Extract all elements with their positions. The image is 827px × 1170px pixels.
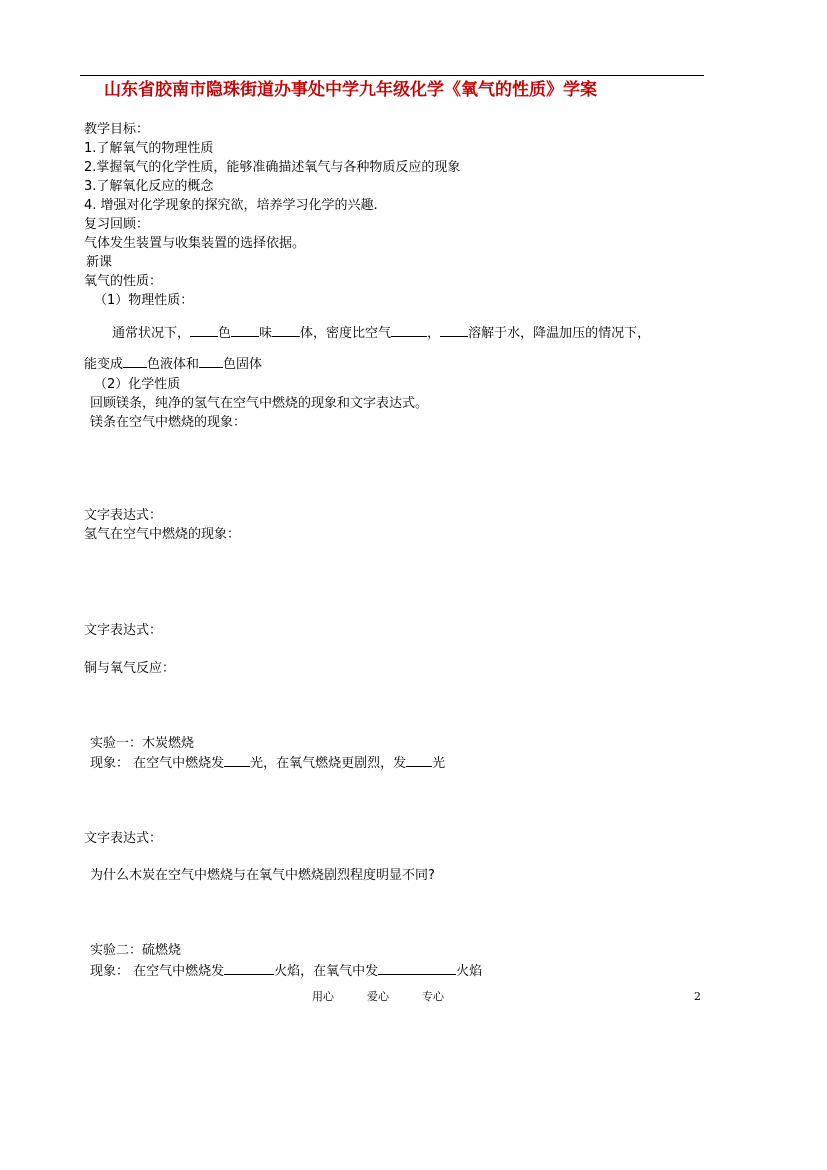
page-number: 2 xyxy=(694,990,701,1003)
word-equation-label-1: 文字表达式： xyxy=(84,508,163,523)
blank-flame-in-oxygen[interactable] xyxy=(378,961,456,975)
objective-item-4: 4. 增强对化学现象的探究欲，培养学习化学的兴趣. xyxy=(84,198,378,213)
blank-solid-color[interactable] xyxy=(199,354,223,368)
objective-item-3: 3.了解氧化反应的概念 xyxy=(84,179,214,194)
blank-liquid-color[interactable] xyxy=(123,354,147,368)
blank-state[interactable] xyxy=(272,323,300,337)
page-title: 山东省胶南市隐珠街道办事处中学九年级化学《氧气的性质》学案 xyxy=(104,80,597,100)
review-text: 气体发生装置与收集装置的选择依据。 xyxy=(84,236,306,251)
blank-color[interactable] xyxy=(190,323,218,337)
copper-reaction-label: 铜与氧气反应： xyxy=(84,661,176,676)
blank-solubility[interactable] xyxy=(440,323,468,337)
footer-item-3: 专心 xyxy=(422,990,444,1003)
review-reactions-text: 回顾镁条，纯净的氢气在空气中燃烧的现象和文字表达式。 xyxy=(90,396,429,411)
footer-item-2: 爱心 xyxy=(367,990,389,1003)
hydrogen-phenomenon-label: 氢气在空气中燃烧的现象： xyxy=(84,527,241,542)
objective-item-1: 1.了解氧气的物理性质 xyxy=(84,141,214,156)
magnesium-phenomenon-label: 镁条在空气中燃烧的现象： xyxy=(90,415,247,430)
experiment-2-heading: 实验二：硫燃烧 xyxy=(90,943,182,958)
blank-smell[interactable] xyxy=(231,323,259,337)
word-equation-label-2: 文字表达式： xyxy=(84,623,163,638)
experiment-1-heading: 实验一：木炭燃烧 xyxy=(90,736,195,751)
chemical-properties-heading: （2）化学性质 xyxy=(94,377,181,392)
charcoal-question: 为什么木炭在空气中燃烧与在氧气中燃烧剧烈程度明显不同? xyxy=(90,868,435,883)
physical-properties-line-2: 能变成 色液体和 色固体 xyxy=(84,354,262,374)
blank-light-in-oxygen[interactable] xyxy=(406,753,432,767)
blank-density[interactable] xyxy=(391,323,427,337)
blank-flame-in-air[interactable] xyxy=(224,961,274,975)
experiment-1-phenomenon: 现象： 在空气中燃烧发 光，在氧气燃烧更剧烈，发 光 xyxy=(90,753,445,773)
new-lesson-heading: 新课 xyxy=(86,255,113,270)
footer-item-1: 用心 xyxy=(312,990,334,1003)
objective-item-2: 2.掌握氧气的化学性质，能够准确描述氧气与各种物质反应的现象 xyxy=(84,160,461,175)
blank-light-in-air[interactable] xyxy=(224,753,250,767)
experiment-2-phenomenon: 现象： 在空气中燃烧发 火焰，在氧气中发 火焰 xyxy=(90,961,482,981)
header-rule xyxy=(80,75,704,76)
physical-properties-line-1: 通常状况下， 色 味 体，密度比空气 ， 溶解于水，降温加压的情况下， xyxy=(112,323,650,343)
review-heading: 复习回顾： xyxy=(84,217,150,232)
objectives-heading: 教学目标： xyxy=(84,122,150,137)
word-equation-label-3: 文字表达式： xyxy=(84,831,163,846)
physical-properties-heading: （1）物理性质： xyxy=(94,293,194,308)
oxygen-properties-heading: 氧气的性质： xyxy=(84,274,163,289)
